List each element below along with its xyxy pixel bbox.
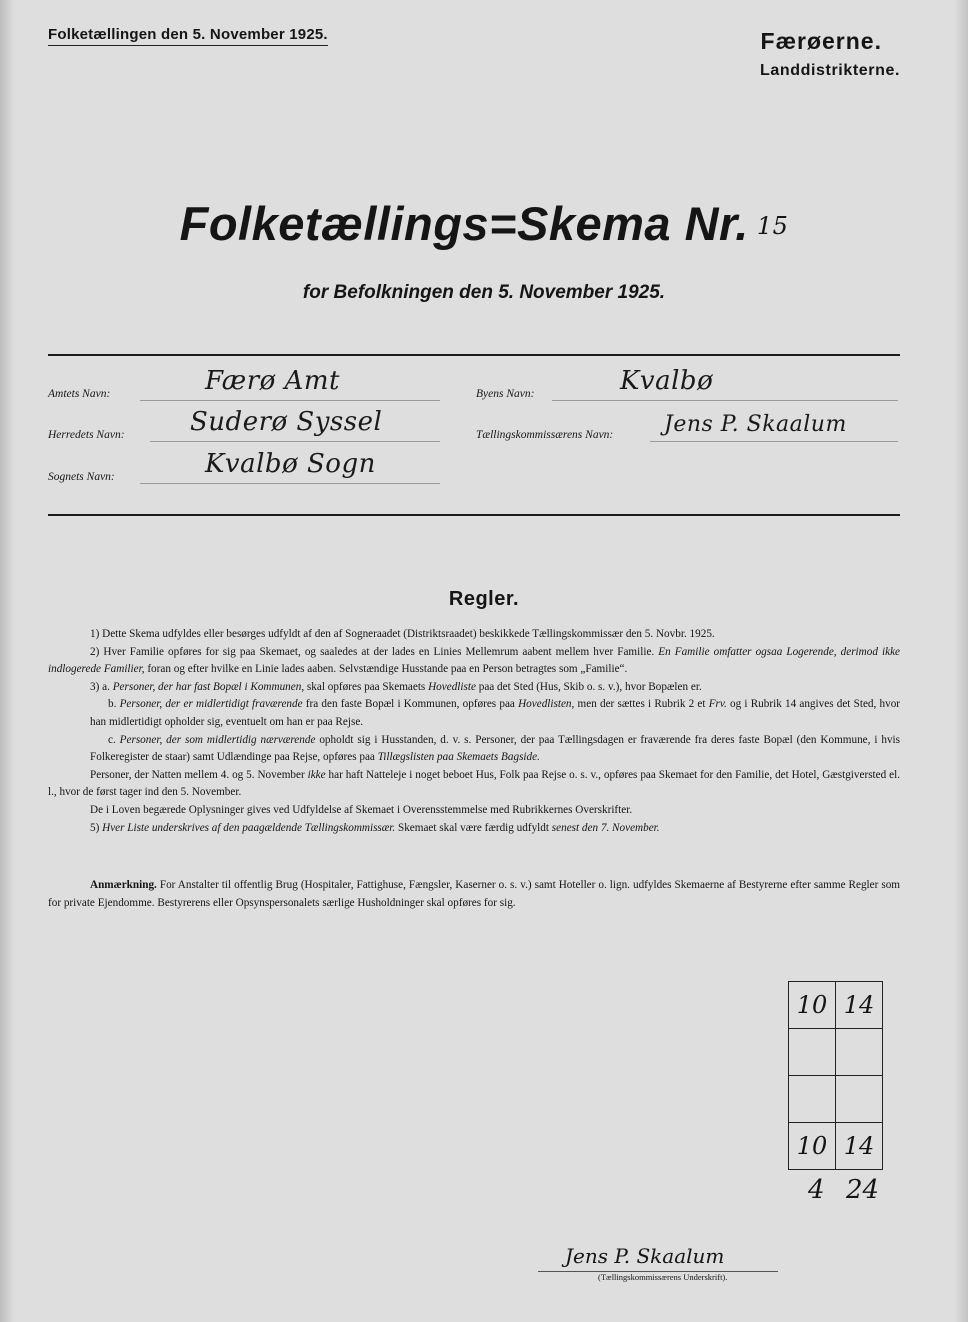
sogn-value: Kvalbø Sogn (205, 449, 376, 479)
rules-text (48, 626, 900, 837)
tally-cell (836, 1029, 883, 1076)
tally-cell (789, 1029, 836, 1076)
district-header: Landdistrikterne. (759, 62, 900, 79)
amt-line (140, 400, 440, 401)
tally-cell: 14 (836, 982, 883, 1029)
form-title (0, 196, 968, 251)
by-label: Byens Navn: (476, 388, 535, 400)
rule-5: De i Loven begærede Oplysninger gives ved Udfyldelse af Skemaet i Overensstemmelse med Rubrikkernes Overskrifter. (90, 803, 633, 816)
bottom-divider (48, 514, 900, 516)
rule-3c: c. Personer, der som midlertidig nærværende opholdt sig i Husstanden, d. v. s. Personer, der paa Tællingsdagen er fraværende fra deres faste Bopæl (den Kommune, i hvis Folkeregister de staar) samt Udlændinge paa Rejse, opføres paa Tillægslisten paa Skemaets Bagside. (90, 733, 900, 764)
rule-6: 5) Hver Liste underskrives af den paagældende Tællingskommissær. Skemaet skal være færdig udfyldt senest den 7. November. (90, 821, 660, 834)
tally-cell: 10 (789, 982, 836, 1029)
herred-value: Suderø Syssel (190, 407, 383, 437)
kommissaer-line (650, 441, 898, 442)
herred-label: Herredets Navn: (48, 429, 125, 441)
kommissaer-label: Tællingskommissærens Navn: (476, 429, 614, 441)
tally-table (788, 981, 883, 1170)
by-line (552, 400, 898, 401)
rule-1: 1) Dette Skema udfyldes eller besørges udfyldt af den af Sogneraadet (Distriktsraadet) beskikkede Tællingskommissær den 5. Novbr. 1925. (90, 628, 715, 640)
herred-line (150, 441, 440, 442)
rule-4: Personer, der Natten mellem 4. og 5. November ikke har haft Natteleje i noget beboet Hus, Folk paa Rejse o. s. v., opføres paa Skemaet for den Familie, det Hotel, Gæstgiversted el. l., hvor de først tager ind den 5. November. (48, 768, 900, 799)
tally-cell: 10 (789, 1123, 836, 1170)
table-row (789, 1029, 883, 1076)
table-row (789, 1123, 883, 1170)
form-subtitle: for Befolkningen den 5. November 1925. (302, 282, 666, 303)
form-number: 15 (756, 212, 789, 240)
by-value: Kvalbø (620, 366, 714, 396)
table-row (789, 982, 883, 1029)
form-title-text: Folketællings=Skema Nr. (179, 197, 749, 250)
census-date-header: Folketællingen den 5. November 1925. (48, 26, 328, 46)
anmaerkning-text: For Anstalter til offentlig Brug (Hospitaler, Fattighuse, Fængsler, Kaserner o. s. v.) samt Hoteller o. lign. udfyldes Skemaerne af Bestyrerne efter samme Regler som for private Ejendomme. Bestyrerens eller Opsynspersonalets særlige Husholdninger skal opføres for sig. (48, 879, 901, 909)
sogn-label: Sognets Navn: (48, 471, 115, 483)
region-header: Færøerne. (760, 28, 882, 54)
tally-cell (836, 1076, 883, 1123)
tally-total-right: 24 (846, 1175, 880, 1205)
signature-caption: (Tællingskommissærens Underskrift). (598, 1272, 728, 1282)
anmaerkning-label: Anmærkning. (90, 879, 157, 891)
kommissaer-value: Jens P. Skaalum (664, 412, 847, 437)
amt-label: Amtets Navn: (48, 388, 111, 400)
tally-total-left: 4 (808, 1175, 825, 1205)
rule-3a: 3) a. Personer, der har fast Bopæl i Kommunen, skal opføres paa Skemaets Hovedliste paa det Sted (Hus, Skib o. s. v.), hvor Bopælen er. (90, 680, 702, 693)
sogn-line (140, 483, 440, 484)
amt-value: Færø Amt (205, 366, 340, 396)
regler-heading: Regler. (448, 588, 520, 610)
rule-3b: b. Personer, der er midlertidigt fraværende fra den faste Bopæl i Kommunen, opføres paa Hovedlisten, men der sættes i Rubrik 2 et Frv. og i Rubrik 14 angives det Sted, hvor han midlertidigt opholder sig, eventuelt om han er paa Rejse. (90, 698, 901, 728)
top-divider (48, 354, 900, 356)
table-row (789, 1076, 883, 1123)
rule-2: 2) Hver Familie opføres for sig paa Skemaet, og saaledes at der lades en Linies Mellemrum aabent mellem hver Familie. En Familie omfatter ogsaa Logerende, derimod ikke indlogerede Familier, foran og efter hvilke en Linie lades aaben. Selvstændige Husstande paa en Person betragtes som „Familie“. (48, 645, 900, 676)
tally-cell: 14 (836, 1123, 883, 1170)
tally-cell (789, 1076, 836, 1123)
anmaerkning (48, 876, 900, 912)
signature: Jens P. Skaalum (565, 1244, 725, 1268)
